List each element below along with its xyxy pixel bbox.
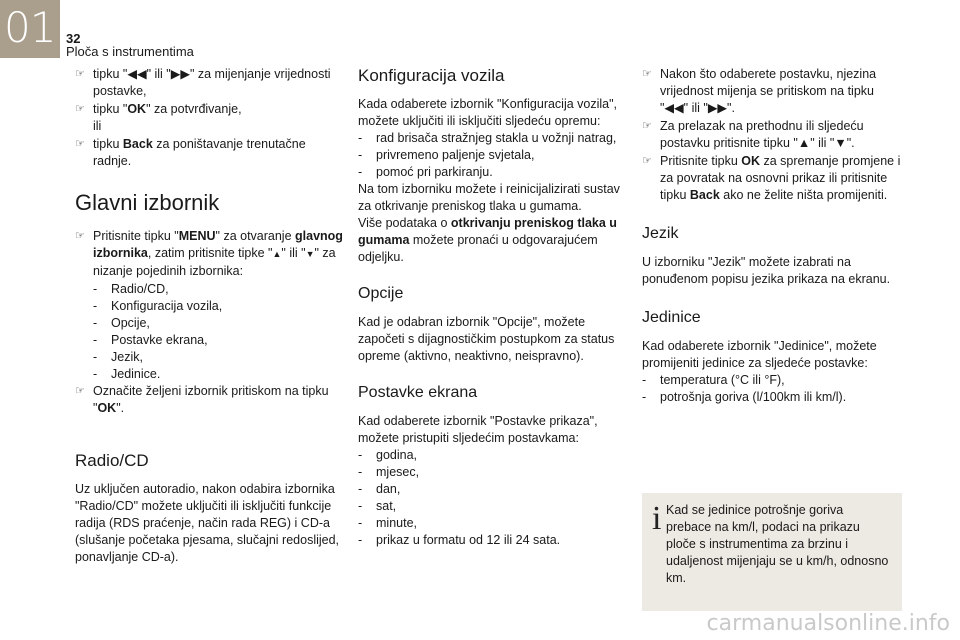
- bullet-item: [75, 383, 345, 417]
- units-text: Kad odaberete izbornik "Jedinice", možete promijeniti jedinice za sljedeće postavke:: [642, 339, 877, 370]
- bullet-item: [642, 153, 904, 204]
- heading-units: Jedinice: [642, 309, 701, 326]
- chapter-number: 01: [4, 3, 56, 52]
- bullet-item: [642, 118, 904, 152]
- bullet-arrow-icon: ☞: [75, 103, 85, 115]
- list-item: - Konfiguracija vozila,: [93, 299, 223, 313]
- list-item: - rad brisača stražnjeg stakla u vožnji natrag,: [358, 131, 617, 145]
- main-menu-list: [75, 281, 345, 383]
- heading-language: Jezik: [642, 225, 679, 242]
- watermark: carmanualsonline.info: [706, 611, 950, 636]
- list-item: - minute,: [358, 516, 417, 530]
- bullet-item: [75, 228, 345, 280]
- up-arrow-icon: ▲: [272, 249, 282, 259]
- list-item: - Jezik,: [93, 350, 143, 364]
- list-item: - prikaz u formatu od 12 ili 24 sata.: [358, 533, 561, 547]
- bullet-item: [75, 136, 345, 170]
- rewind-icon: ◀◀: [127, 67, 147, 81]
- bullet-text: Označite željeni izbornik pritiskom na tipku "OK".: [93, 384, 329, 415]
- bullet-text: tipku Back za poništavanje trenutačne radnje.: [93, 137, 306, 168]
- down-arrow-icon: ▼: [305, 249, 315, 259]
- list-item: - sat,: [358, 499, 397, 513]
- info-box: [642, 493, 902, 611]
- bullet-item: [75, 66, 345, 100]
- vehicle-config-text-3: Više podataka o otkrivanju preniskog tlaka u gumama možete pronaći u odgovarajućem odjeljku.: [358, 216, 617, 264]
- bullet-item: [75, 101, 345, 135]
- bullet-arrow-icon: ☞: [75, 68, 85, 80]
- bullet-arrow-icon: ☞: [642, 120, 652, 132]
- info-text: Kad se jedinice potrošnje goriva prebace na km/l, podaci na prikazu ploče s instrumentima za brzinu i udaljenost mijenjaju se u km/h, odnosno km.: [666, 503, 889, 585]
- list-item: - dan,: [358, 482, 401, 496]
- chapter-tab: [0, 0, 60, 58]
- forward-icon: ▶▶: [170, 67, 190, 81]
- list-item: - Opcije,: [93, 316, 150, 330]
- vehicle-config-text-2: Na tom izborniku možete i reinicijalizirati sustav za otkrivanje preniskog tlaka u gumama.: [358, 182, 620, 213]
- bullet-text: Pritisnite tipku OK za spremanje promjene i za povratak na osnovni prikaz ili pritisnite tipku Back ako ne želite ništa promijeniti.: [660, 154, 901, 202]
- bullet-item: [642, 66, 904, 117]
- radio-cd-text: Uz uključen autoradio, nakon odabira izbornika "Radio/CD" možete uključiti ili isključiti funkcije radija (RDS praćenje, način rada REG) i CD-a (slušanje početaka pjesama, slučajni redoslijed, ponavljanje CD-a).: [75, 482, 340, 564]
- display-settings-list: [358, 447, 626, 549]
- language-text: U izborniku "Jezik" možete izabrati na ponuđenom popisu jezika prikaza na ekranu.: [642, 255, 891, 286]
- list-item: - godina,: [358, 448, 418, 462]
- list-item: - Radio/CD,: [93, 282, 169, 296]
- heading-main-menu: Glavni izbornik: [75, 190, 220, 215]
- column-1: [75, 66, 345, 566]
- bullet-text: Za prelazak na prethodnu ili sljedeću postavku pritisnite tipku "▲" ili "▼".: [660, 119, 864, 150]
- heading-vehicle-config: Konfiguracija vozila: [358, 66, 505, 85]
- column-2: [358, 66, 626, 549]
- bullet-arrow-icon: ☞: [642, 155, 652, 167]
- list-item: - mjesec,: [358, 465, 420, 479]
- list-item: - privremeno paljenje svjetala,: [358, 148, 535, 162]
- heading-radio-cd: Radio/CD: [75, 451, 149, 470]
- heading-options: Opcije: [358, 285, 404, 302]
- bullet-text: Nakon što odaberete postavku, njezina vrijednost mijenja se pritiskom na tipku "◀◀" ili "▶▶".: [660, 67, 877, 115]
- bullet-text: tipku "OK" za potvrđivanje, ili: [93, 102, 242, 133]
- bullet-arrow-icon: ☞: [75, 385, 85, 397]
- list-item: - potrošnja goriva (l/100km ili km/l).: [642, 390, 847, 404]
- page-number: 32: [66, 31, 81, 46]
- section-title: Ploča s instrumentima: [66, 44, 194, 59]
- bullet-arrow-icon: ☞: [75, 230, 85, 242]
- units-list: [642, 372, 904, 406]
- info-icon: i: [652, 500, 662, 537]
- list-item: - temperatura (°C ili °F),: [642, 373, 785, 387]
- list-item: - pomoć pri parkiranju.: [358, 165, 493, 179]
- bullet-arrow-icon: ☞: [75, 138, 85, 150]
- bullet-arrow-icon: ☞: [642, 68, 652, 80]
- vehicle-config-text: Kada odaberete izbornik "Konfiguracija vozila", možete uključiti ili isključiti sljedeću opremu:: [358, 97, 618, 128]
- list-item: - Jedinice.: [93, 367, 161, 381]
- heading-display-settings: Postavke ekrana: [358, 384, 478, 401]
- bullet-text: tipku "◀◀" ili "▶▶" za mijenjanje vrijednosti postavke,: [93, 67, 331, 98]
- bullet-text: Pritisnite tipku "MENU" za otvaranje glavnog izbornika, zatim pritisnite tipke "▲" ili "▼" za nizanje pojedinih izbornika:: [93, 229, 343, 278]
- vehicle-config-list: [358, 130, 626, 181]
- list-item: - Postavke ekrana,: [93, 333, 208, 347]
- column-3: [642, 66, 904, 406]
- options-text: Kad je odabran izbornik "Opcije", možete započeti s dijagnostičkim postupkom za status opreme (aktivno, neaktivno, neispravno).: [358, 315, 615, 363]
- display-settings-text: Kad odaberete izbornik "Postavke prikaza", možete pristupiti sljedećim postavkama:: [358, 414, 598, 445]
